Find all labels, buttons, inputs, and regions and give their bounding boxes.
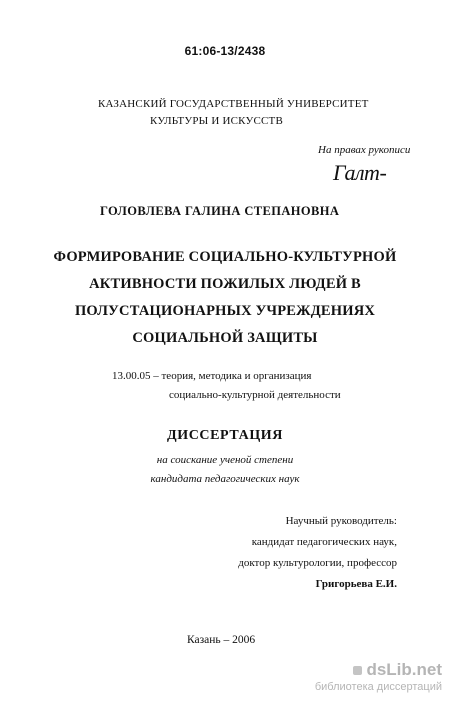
- watermark-logo-text: dsLib.net: [366, 660, 442, 679]
- title-line-2: АКТИВНОСТИ ПОЖИЛЫХ ЛЮДЕЙ В: [89, 276, 361, 292]
- title-line-3: ПОЛУСТАЦИОНАРНЫХ УЧРЕЖДЕНИЯХ: [74, 303, 376, 319]
- supervisor-block: [238, 511, 397, 595]
- dissertation-title: [0, 244, 450, 352]
- specialty-line-1: 13.00.05 – теория, методика и организация: [112, 370, 312, 382]
- title-line-1: ФОРМИРОВАНИЕ СОЦИАЛЬНО-КУЛЬТУРНОЙ: [53, 249, 397, 265]
- title-line-4: СОЦИАЛЬНОЙ ЗАЩИТЫ: [132, 330, 318, 346]
- manuscript-rights: На правах рукописи: [318, 144, 411, 156]
- work-type-heading: ДИССЕРТАЦИЯ: [166, 428, 284, 443]
- watermark-tagline: библиотека диссертаций: [314, 681, 442, 693]
- institution-line-1: КАЗАНСКИЙ ГОСУДАРСТВЕННЫЙ УНИВЕРСИТЕТ: [98, 98, 369, 110]
- logo-square-icon: [353, 666, 362, 675]
- city-year: Казань – 2006: [187, 634, 256, 646]
- supervisor-degree: кандидат педагогических наук,: [251, 536, 397, 548]
- handwritten-signature: Галт-: [333, 160, 387, 185]
- archive-code: 61:06-13/2438: [184, 44, 266, 58]
- supervisor-name: Григорьева Е.И.: [315, 578, 397, 590]
- institution-line-2: КУЛЬТУРЫ И ИСКУССТВ: [150, 115, 283, 127]
- author-name: ГОЛОВЛЕВА ГАЛИНА СТЕПАНОВНА: [100, 204, 340, 218]
- watermark: [270, 660, 450, 693]
- degree-line-1: на соискание ученой степени: [156, 454, 294, 466]
- degree-line-2: кандидата педагогических наук: [150, 473, 300, 485]
- supervisor-title: доктор культурологии, профессор: [238, 557, 397, 569]
- supervisor-label: Научный руководитель:: [285, 515, 397, 527]
- watermark-logo: [270, 660, 450, 680]
- specialty-line-2: социально-культурной деятельности: [169, 389, 341, 401]
